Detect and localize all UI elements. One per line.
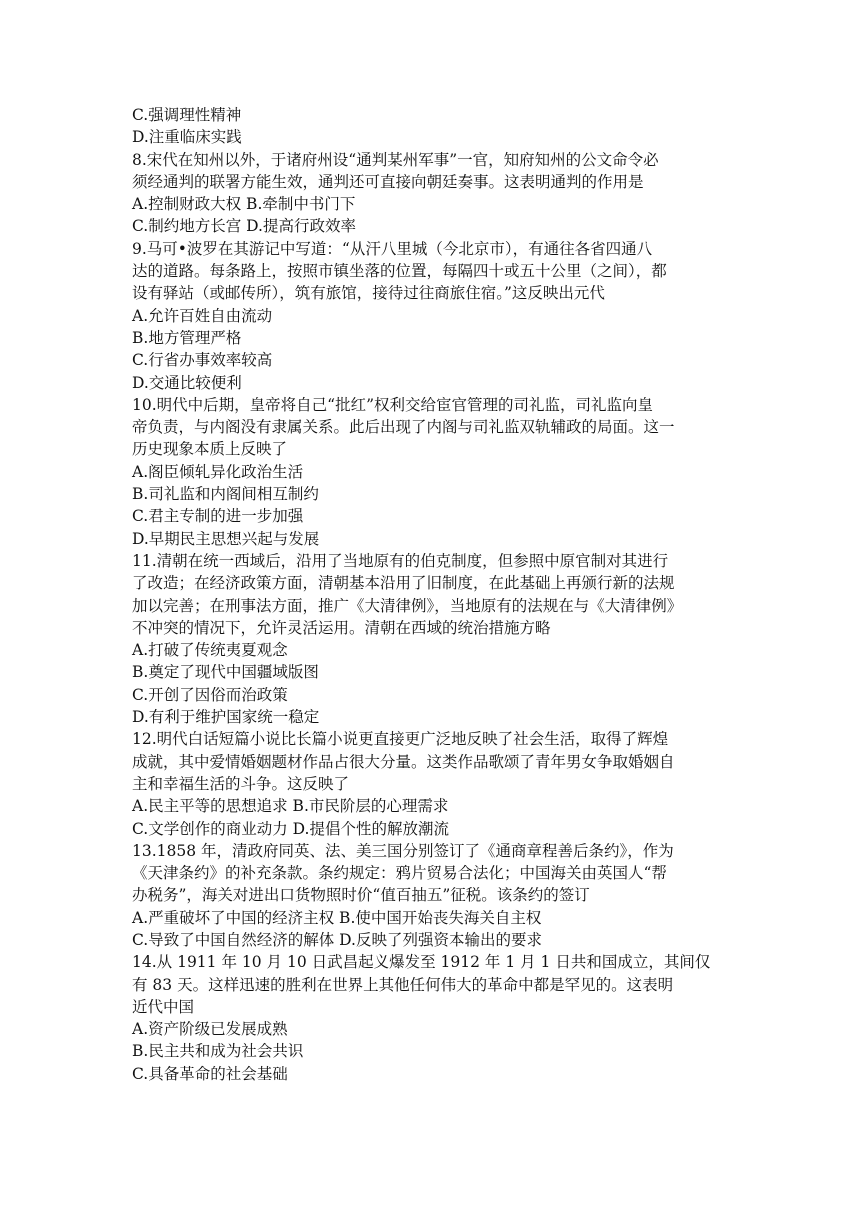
text-line: 近代中国 [132, 997, 195, 1016]
text-line: D.有利于维护国家统一稳定 [132, 708, 320, 727]
text-line: D.注重临床实践 [132, 128, 242, 147]
text-line: 12.明代白话短篇小说比长篇小说更直接更广泛地反映了社会生活，取得了辉煌 [132, 730, 669, 749]
text-line: A.资产阶级已发展成熟 [132, 1020, 288, 1039]
text-line: B.司礼监和内阁间相互制约 [132, 485, 319, 504]
text-line: A.严重破坏了中国的经济主权 B.使中国开始丧失海关自主权 [132, 908, 542, 927]
text-line: 须经通判的联署方能生效，通判还可直接向朝廷奏事。这表明通判的作用是 [132, 172, 644, 191]
text-line: C.文学创作的商业动力 D.提倡个性的解放潮流 [132, 819, 449, 838]
text-line: 办税务”，海关对进出口货物照时价“值百抽五”征税。该条约的签订 [132, 886, 590, 905]
text-line: 设有驿站（或邮传所），筑有旅馆，接待过往商旅住宿。”这反映出元代 [132, 284, 605, 303]
text-line: 14.从 1911 年 10 月 10 日武昌起义爆发至 1912 年 1 月 1 日共和国成立，其间仅 [132, 953, 711, 972]
text-line: C.强调理性精神 [132, 106, 242, 124]
text-line: 帝负责，与内阁没有隶属关系。此后出现了内阁与司礼监双轨辅政的局面。这一 [132, 418, 675, 437]
text-line: A.民主平等的思想追求 B.市民阶层的心理需求 [132, 797, 449, 816]
text-line: 历史现象本质上反映了 [132, 440, 288, 459]
text-line: 11.清朝在统一西域后，沿用了当地原有的伯克制度，但参照中原官制对其进行 [132, 551, 669, 570]
text-line: A.允许百姓自由流动 [132, 306, 273, 325]
text-line: 《天津条约》的补充条款。条约规定：鸦片贸易合法化；中国海关由英国人“帮 [132, 864, 667, 883]
text-line: 不冲突的情况下，允许灵活运用。清朝在西域的统治措施方略 [132, 618, 551, 637]
text-line: B.奠定了现代中国疆域版图 [132, 663, 319, 682]
text-line: 13.1858 年，清政府同英、法、美三国分别签订了《通商章程善后条约》，作为 [132, 841, 674, 860]
text-line: 8.宋代在知州以外，于诸府州设“通判某州军事”一官，知府知州的公文命令必 [132, 150, 659, 169]
text-line: A.控制财政大权 B.牵制中书门下 [132, 195, 356, 214]
text-line: C.具备革命的社会基础 [132, 1064, 288, 1083]
text-line: C.导致了中国自然经济的解体 D.反映了列强资本输出的要求 [132, 930, 542, 949]
text-line: 达的道路。每条路上，按照市镇坐落的位置，每隔四十或五十公里（之间），都 [132, 262, 667, 281]
text-line: 成就，其中爱情婚姻题材作品占很大分量。这类作品歌颂了青年男女争取婚姻自 [132, 752, 675, 771]
text-line: C.制约地方长宫 D.提高行政效率 [132, 217, 356, 236]
question-text [132, 104, 732, 1085]
text-line: B.地方管理严格 [132, 328, 242, 347]
text-line: D.早期民主思想兴起与发展 [132, 529, 320, 548]
text-line: B.民主共和成为社会共识 [132, 1042, 304, 1061]
text-line: A.阁臣倾轧异化政治生活 [132, 462, 304, 481]
text-line: A.打破了传统夷夏观念 [132, 641, 288, 660]
text-line: 有 83 天。这样迅速的胜利在世界上其他任何伟大的革命中都是罕见的。这表明 [132, 975, 674, 994]
text-line: C.行省办事效率较高 [132, 351, 273, 370]
text-line: C.开创了因俗而治政策 [132, 685, 288, 704]
text-line: D.交通比较便利 [132, 373, 242, 392]
text-line: 了改造；在经济政策方面，清朝基本沿用了旧制度，在此基础上再颁行新的法规 [132, 574, 675, 593]
text-line: 9.马可•波罗在其游记中写道：“从汗八里城（今北京市），有通往各省四通八 [132, 239, 653, 258]
text-line: 10.明代中后期，皇帝将自己“批红”权利交给宦官管理的司礼监，司礼监向皇 [132, 395, 654, 414]
text-line: C.君主专制的进一步加强 [132, 507, 304, 526]
text-line: 主和幸福生活的斗争。这反映了 [132, 774, 350, 793]
text-line: 加以完善；在刑事法方面，推广《大清律例》，当地原有的法规在与《大清律例》 [132, 596, 683, 615]
